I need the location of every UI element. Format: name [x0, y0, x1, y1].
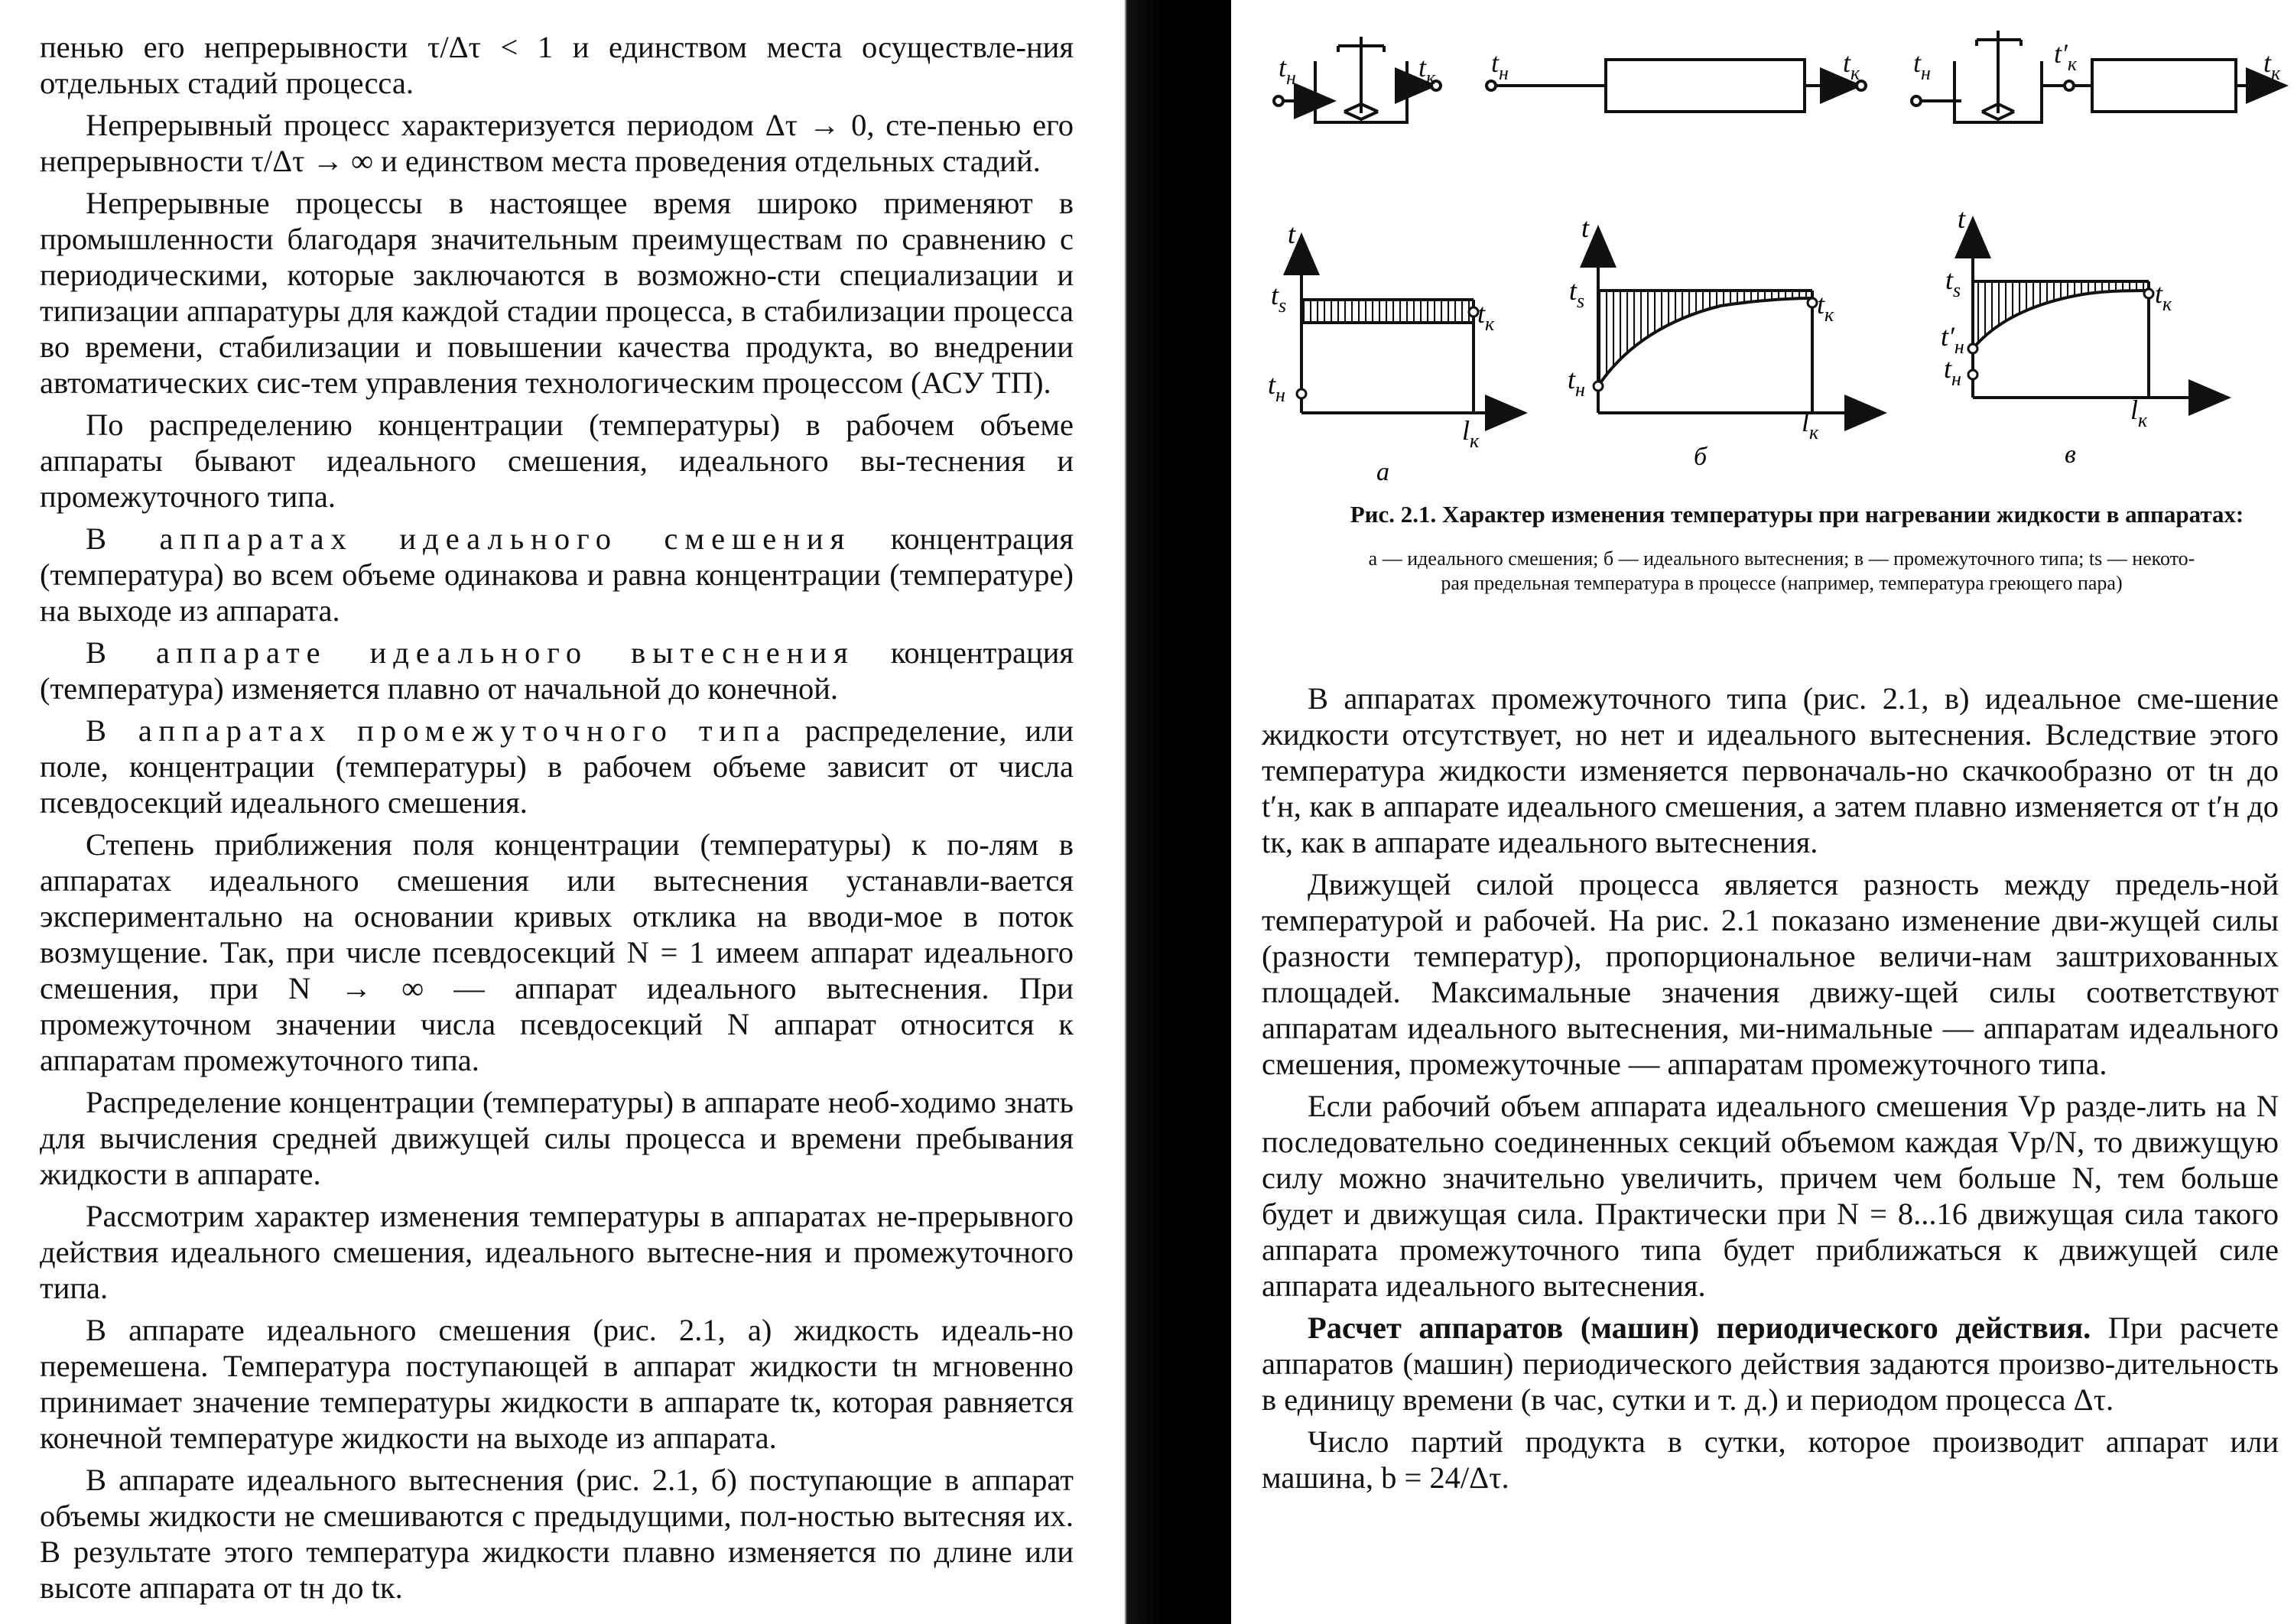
panel-label-v: в	[2065, 440, 2076, 469]
label-lk: $l_к$	[2130, 395, 2148, 431]
schematic-labels	[1279, 38, 2281, 89]
spaced-term: В аппарате идеального вытеснения	[86, 635, 855, 670]
figure-caption-text	[1262, 547, 2294, 596]
label-tn: $t_н$	[1491, 47, 1509, 84]
schematic-displacement-apparatus	[1487, 60, 1866, 112]
label-ts: $t_s$	[1271, 280, 1287, 317]
paragraph-text: концентрация (температура) изменяется плавно от начальной до конечной.	[40, 635, 1074, 706]
paragraph: Степень приближения поля концентрации (температуры) к по-лям в аппаратах идеального смешения или вытеснения устанавли-вается экспериментально на основании кривых отклика на вводи-мое в поток возмущение. Так, при числе псевдосекций N = 1 имеем аппарат идеального смешения, при N → ∞ — аппарат идеального вытеснения. При промежуточном значении числа псевдосекций N аппарат относится к аппаратам промежуточного типа.	[40, 827, 1074, 1077]
paragraph	[40, 521, 1074, 628]
label-lk: $l_к$	[1802, 407, 1819, 443]
paragraph	[40, 713, 1074, 820]
label-tn: $t_н$	[1568, 364, 1585, 401]
right-page	[1231, 0, 2294, 1624]
paragraph-text: При расчете аппаратов (машин) периодического действия задаются произво-дительность в единицу времени (в час, сутки и т. д.) и периодом процесса Δτ.	[1262, 1311, 2279, 1417]
figure-diagram	[1262, 0, 2294, 497]
spaced-term: В аппаратах идеального смешения	[86, 521, 852, 556]
section-heading: Расчет аппаратов (машин) периодического действия.	[1308, 1311, 2091, 1345]
label-tn-prime: $t'_к$	[2054, 38, 2078, 75]
paragraph: В аппаратах промежуточного типа (рис. 2.1, в) идеальное сме-шение жидкости отсутствует, но нет и идеального вытеснения. Вследствие этого температура жидкости изменяется первоначаль-но скачкообразно от tн до t′н, как в аппарате идеального смешения, а затем плавно изменяется от t′н до tк, как в аппарате идеального вытеснения.	[1262, 681, 2279, 859]
label-lk: $l_к$	[1462, 415, 1480, 452]
paragraph: Движущей силой процесса является разность между предель-ной температурой и рабочей. На рис. 2.1 показано изменение дви-жущей силы (разности температур), пропорциональное величи-нам заштрихованных площадей. Максимальные значения движу-щей силы соответствуют аппаратам идеального вытеснения, ми-нимальные — аппаратам идеального смешения, промежуточные — аппаратам промежуточного типа.	[1262, 867, 2279, 1081]
book-gutter	[1116, 0, 1231, 1624]
figure-2-1	[1262, 0, 2294, 594]
figure-caption-title: Рис. 2.1. Характер изменения температуры при нагревании жидкости в аппаратах:	[1350, 501, 2244, 528]
paragraph-text: концентрация (температура) во всем объеме одинакова и равна концентрации (температуре) на выходе из аппарата.	[40, 521, 1074, 628]
paragraph: Непрерывные процессы в настоящее время широко применяют в промышленности благодаря значительным преимуществам по сравнению с периодическими, которые заключаются в возможно-сти специализации и типизации аппаратуры для каждой стадии процесса, в стабилизации процесса во времени, стабилизации и повышении качества продукта, во внедрении автоматических сис-тем управления технологическим процессом (АСУ ТП).	[40, 186, 1074, 400]
label-ts: $t_s$	[1569, 275, 1585, 312]
paragraph: Рассмотрим характер изменения температуры в аппаратах не-прерывного действия идеального смешения, идеального вытесне-ния и промежуточного типа.	[40, 1199, 1074, 1305]
label-tk: $t_к$	[2263, 47, 2281, 84]
paragraph-text: распределение, или поле, концентрации (температуры) в рабочем объеме зависит от числа псевдосекций идеального смешения.	[40, 713, 1074, 820]
graph-a-ideal-mixing	[1268, 219, 1522, 486]
label-tn-prime: $t'_н$	[1941, 321, 1964, 358]
paragraph: Если рабочий объем аппарата идеального смешения Vр разде-лить на N последовательно соединенных секций объемом каждая Vр/N, то движущую силу можно значительно увеличить, причем чем больше N, тем больше будет и движущая сила. Практически при N = 8...16 движущая сила такого аппарата промежуточного типа будет приближаться к движущей силе аппарата идеального вытеснения.	[1262, 1089, 2279, 1303]
left-page	[0, 0, 1116, 1624]
label-tn: $t_н$	[1279, 52, 1296, 89]
label-tk: $t_к$	[1817, 289, 1834, 326]
axis-label-t: t	[1288, 219, 1296, 249]
paragraph: В аппарате идеального вытеснения (рис. 2.1, б) поступающие в аппарат объемы жидкости не смешиваются с предыдущими, пол-ностью вытесняя их. В результате этого температура жидкости плавно изменяется по длине или высоте аппарата от tн до tк.	[40, 1463, 1074, 1605]
paragraph: По распределению концентрации (температуры) в рабочем объеме аппараты бывают идеального смешения, идеального вы-теснения и промежуточного типа.	[40, 408, 1074, 514]
label-tk: $t_к$	[1843, 47, 1860, 84]
graph-v-intermediate	[1941, 203, 2225, 469]
label-ts: $t_s$	[1945, 265, 1961, 301]
paragraph: Непрерывный процесс характеризуется периодом Δτ → 0, сте-пенью его непрерывности τ/Δτ → ∞ и единством места проведения отдельных стадий.	[40, 108, 1074, 178]
caption-line: рая предельная температура в процессе (например, температура греющего пара)	[1441, 572, 2123, 594]
right-text-block	[1262, 680, 2279, 1502]
paragraph	[40, 635, 1074, 706]
spaced-term: В аппаратах промежуточного типа	[86, 713, 787, 748]
paragraph	[1262, 1310, 2279, 1418]
schematic-mixing-apparatus	[1274, 37, 1441, 122]
axis-label-t: t	[1958, 203, 1966, 234]
paragraph: Число партий продукта в сутки, которое производит аппарат или машина, b = 24/Δτ.	[1262, 1424, 2279, 1495]
schematic-intermediate-apparatus	[1912, 31, 2283, 122]
panel-label-b: б	[1694, 443, 1708, 471]
paragraph: В аппарате идеального смешения (рис. 2.1, а) жидкость идеаль-но перемешена. Температура поступающей в аппарат жидкости tн мгновенно принимает значение температуры жидкости в аппарате tк, которая равняется конечной температуре жидкости на выходе из аппарата.	[40, 1313, 1074, 1455]
label-tn: $t_н$	[1268, 369, 1285, 406]
graph-b-ideal-displacement	[1568, 213, 1881, 471]
panel-label-a: а	[1376, 458, 1389, 486]
caption-line: а — идеального смешения; б — идеального вытеснения; в — промежуточного типа; ts — некото-	[1368, 547, 2195, 570]
label-tk: $t_к$	[1418, 52, 1436, 89]
paragraph: пенью его непрерывности τ/Δτ < 1 и единством места осуществле-ния отдельных стадий процесса.	[40, 30, 1074, 100]
label-tn: $t_н$	[1944, 353, 1961, 390]
label-tn: $t_н$	[1913, 47, 1931, 84]
paragraph: Распределение концентрации (температуры) в аппарате необ-ходимо знать для вычисления средней движущей силы процесса и времени пребывания жидкости в аппарате.	[40, 1085, 1074, 1191]
axis-label-t: t	[1581, 213, 1590, 243]
label-tk: $t_к$	[1477, 298, 1495, 335]
label-tk: $t_к$	[2155, 278, 2172, 315]
